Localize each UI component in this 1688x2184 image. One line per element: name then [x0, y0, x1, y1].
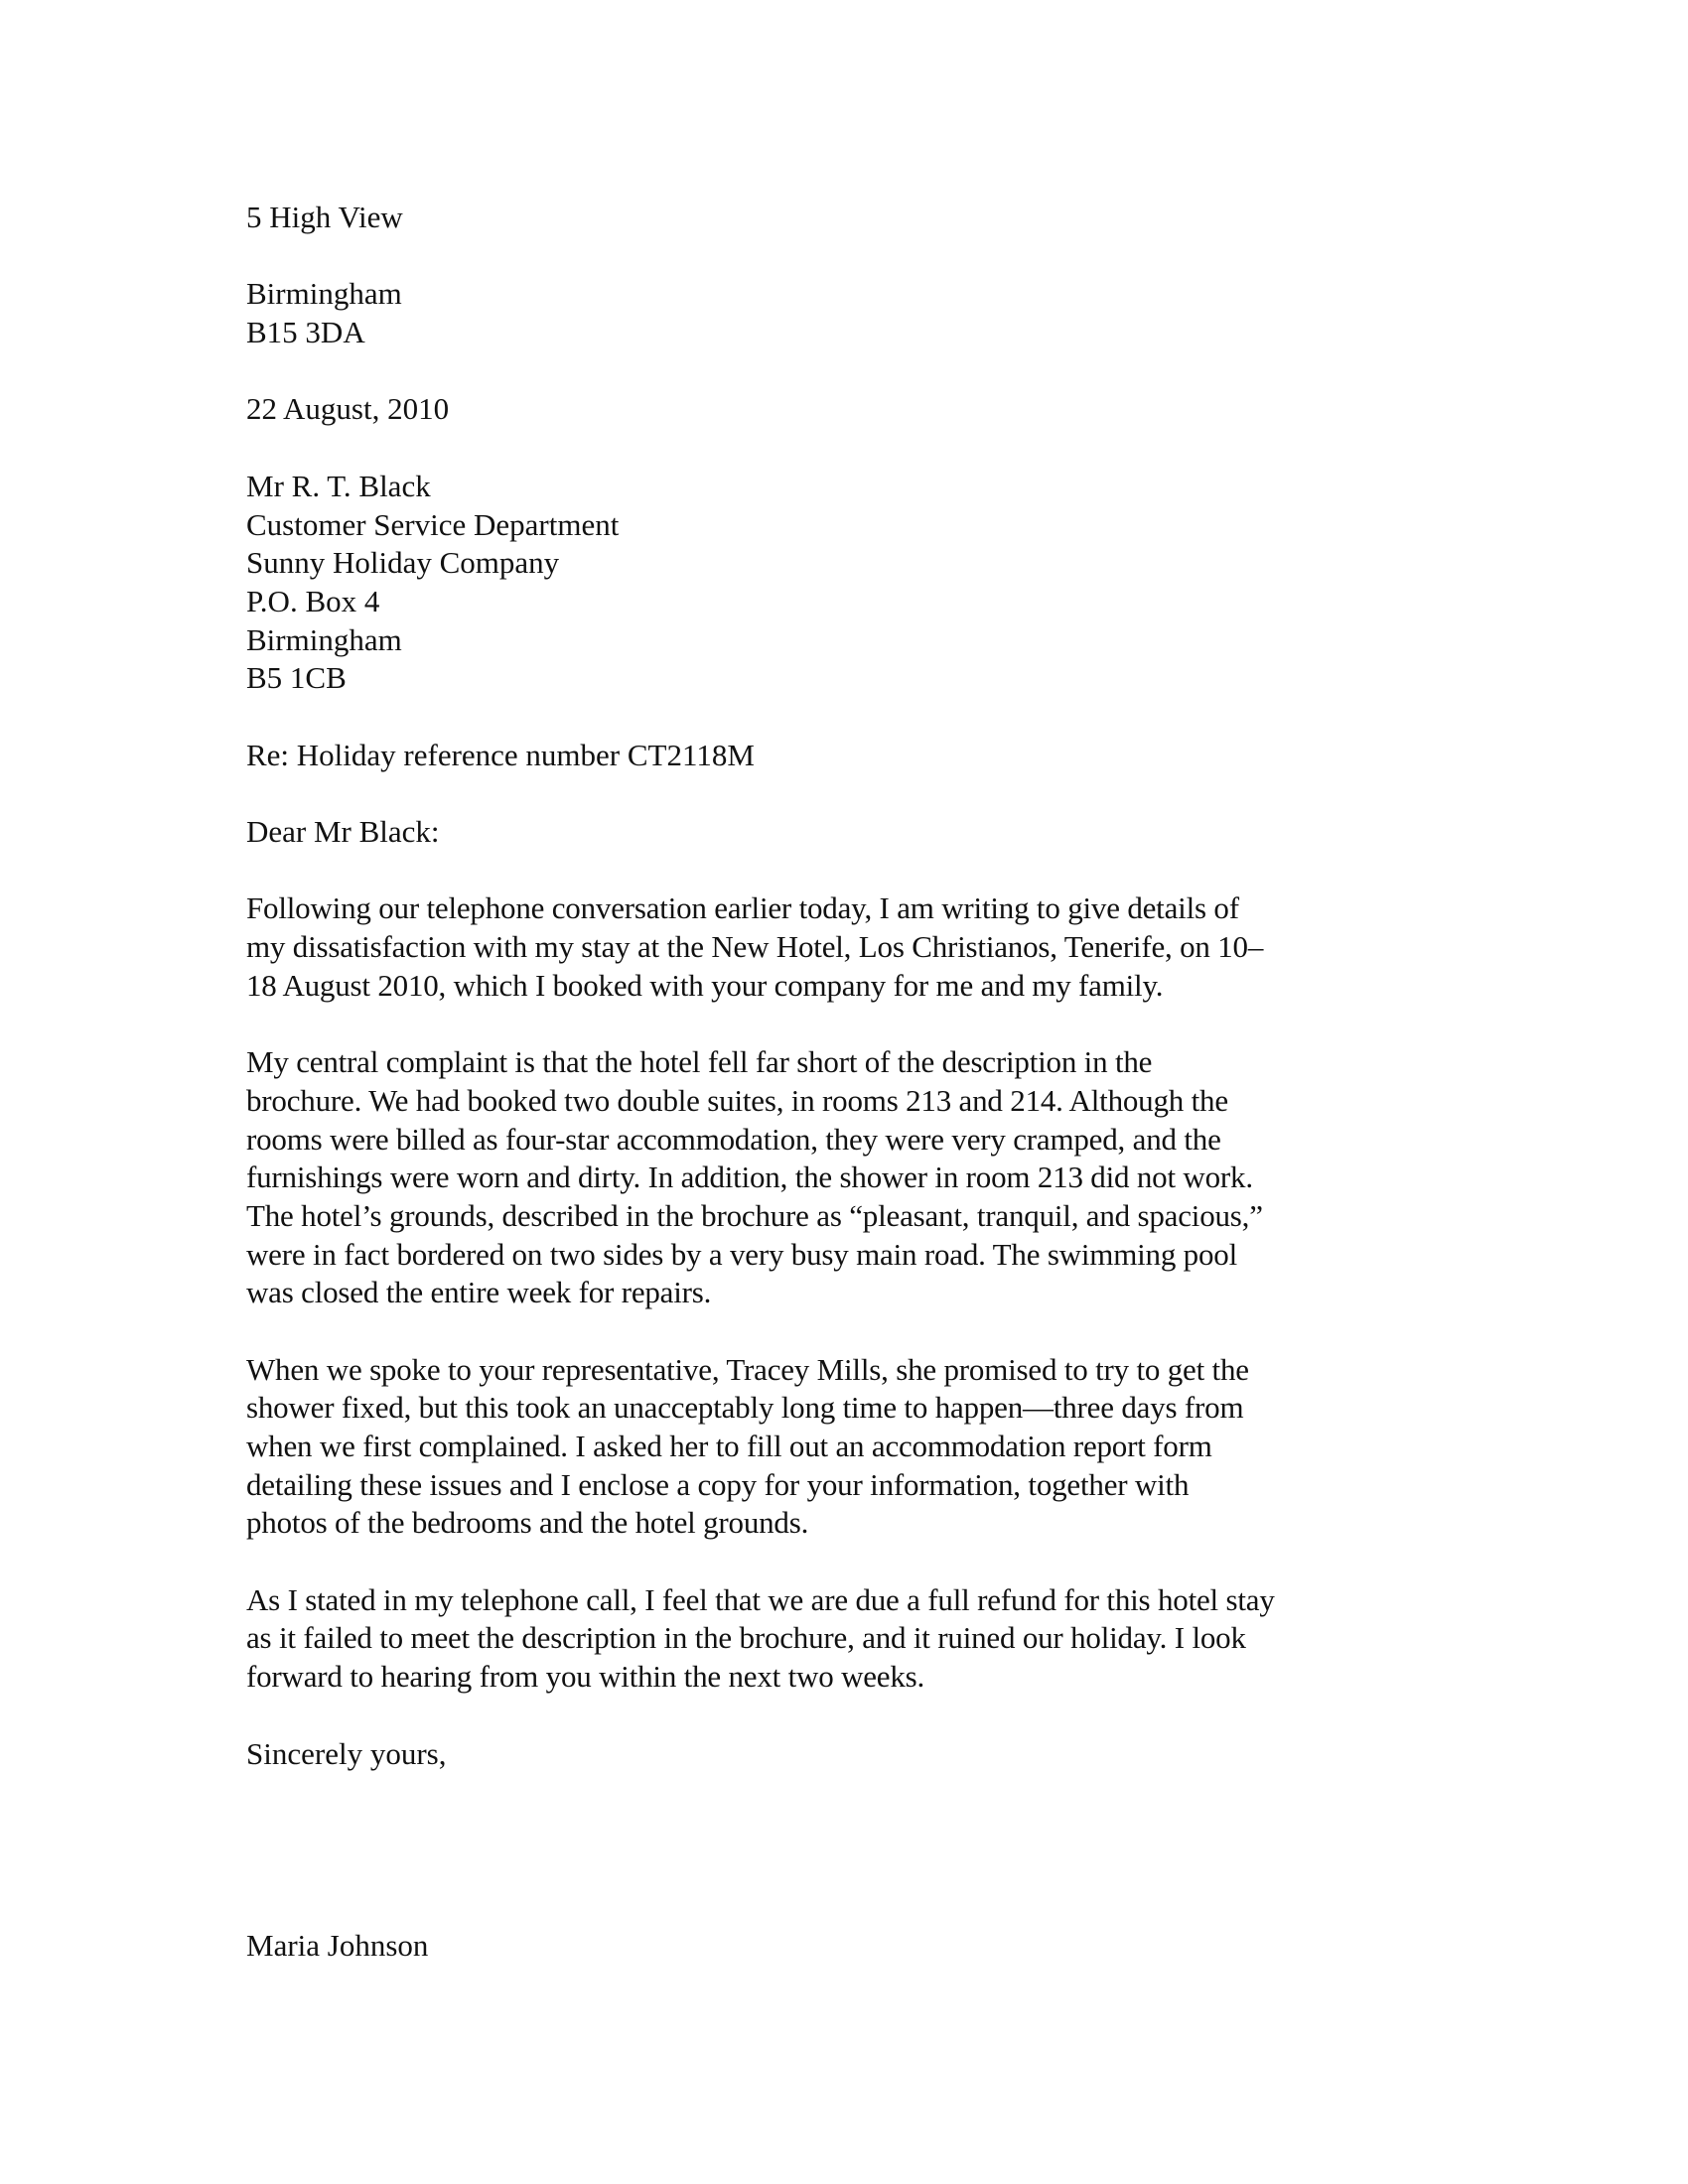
paragraph-line: brochure. We had booked two double suites, in rooms 213 and 214. Although the: [246, 1082, 1228, 1118]
recipient-name: Mr R. T. Black: [246, 468, 431, 503]
paragraph-3: [246, 1351, 1468, 1543]
paragraph-line: shower fixed, but this took an unacceptably long time to happen—three days from: [246, 1390, 1244, 1426]
sender-address: [246, 199, 1468, 352]
paragraph-line: were in fact bordered on two sides by a very busy main road. The swimming pool: [246, 1236, 1237, 1272]
sender-street: 5 High View: [246, 200, 403, 234]
sender-city: Birmingham: [246, 276, 402, 312]
paragraph-line: forward to hearing from you within the next two weeks.: [246, 1659, 925, 1695]
recipient-po-box: P.O. Box 4: [246, 583, 380, 618]
closing: Sincerely yours,: [246, 1735, 447, 1771]
paragraph-4: [246, 1581, 1468, 1697]
paragraph-line: The hotel’s grounds, described in the brochure as “pleasant, tranquil, and spacious,”: [246, 1197, 1263, 1233]
paragraph-line: detailing these issues and I enclose a copy for your information, together with: [246, 1466, 1190, 1502]
salutation: Dear Mr Black:: [246, 814, 440, 849]
paragraph-line: When we spoke to your representative, Tracey Mills, she promised to try to get the: [246, 1351, 1249, 1387]
paragraph-line: was closed the entire week for repairs.: [246, 1275, 712, 1310]
letter: [246, 199, 1468, 1966]
recipient-company: Sunny Holiday Company: [246, 545, 560, 581]
paragraph-line: photos of the bedrooms and the hotel grounds.: [246, 1505, 809, 1541]
paragraph-line: rooms were billed as four-star accommodation, they were very cramped, and the: [246, 1121, 1221, 1157]
signature-name: Maria Johnson: [246, 1927, 429, 1963]
recipient-department: Customer Service Department: [246, 506, 620, 542]
paragraph-line: My central complaint is that the hotel fell far short of the description in the: [246, 1044, 1153, 1080]
subject-line: Re: Holiday reference number CT2118M: [246, 737, 755, 772]
paragraph-line: my dissatisfaction with my stay at the New Hotel, Los Christianos, Tenerife, on 10–: [246, 929, 1264, 965]
sender-postcode: B15 3DA: [246, 315, 365, 350]
paragraph-line: 18 August 2010, which I booked with your company for me and my family.: [246, 967, 1164, 1003]
paragraph-line: As I stated in my telephone call, I feel that we are due a full refund for this hotel stay: [246, 1581, 1275, 1617]
paragraph-line: as it failed to meet the description in the brochure, and it ruined our holiday. I look: [246, 1620, 1246, 1656]
recipient-city: Birmingham: [246, 621, 402, 657]
paragraph-line: Following our telephone conversation earlier today, I am writing to give details of: [246, 890, 1239, 926]
letter-date: 22 August, 2010: [246, 391, 450, 427]
paragraph-line: when we first complained. I asked her to fill out an accommodation report form: [246, 1429, 1212, 1463]
recipient-postcode: B5 1CB: [246, 660, 347, 696]
paragraph-2: [246, 1043, 1468, 1312]
paragraph-1: [246, 889, 1468, 1005]
recipient-address: [246, 468, 1468, 698]
paragraph-line: furnishings were worn and dirty. In addition, the shower in room 213 did not work.: [246, 1160, 1253, 1195]
